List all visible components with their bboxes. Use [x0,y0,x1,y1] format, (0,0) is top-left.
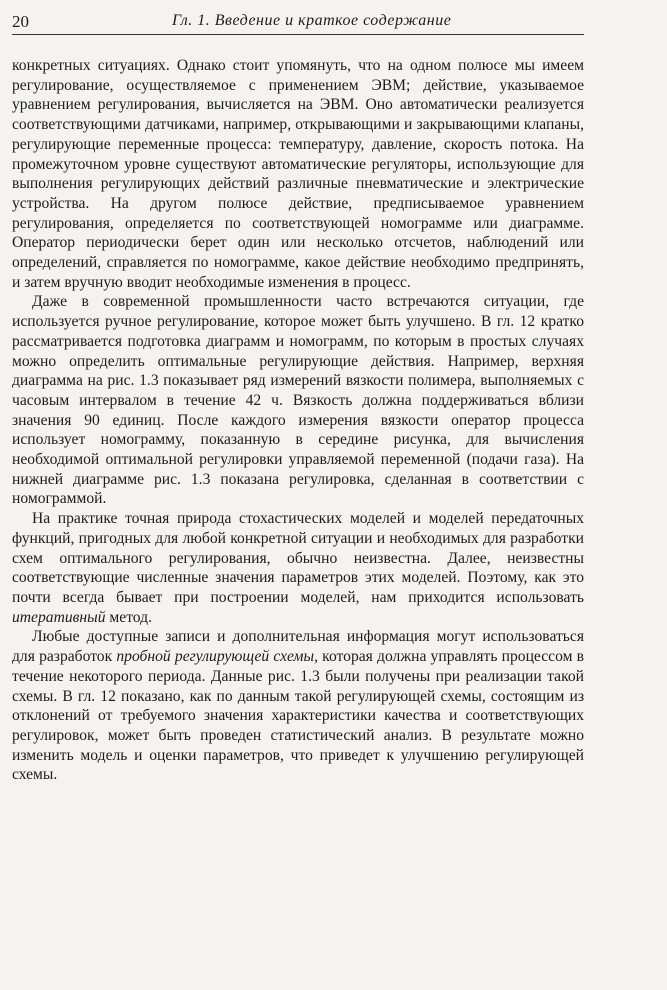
paragraph-4-text: Любые доступные записи и дополнительная информация могут использоваться для разработок [12,628,584,666]
header-rule [12,34,584,35]
paragraph-3-text-end: метод. [105,608,152,626]
running-head [12,8,584,34]
paragraph-2: Даже в современной промышленности часто встречаются ситуации, где используется ручное регулирование, которое может быть улучшено. В гл. 12 кратко рассматривается подготовка диаграмм и номограмм, по которым в простых случаях можно определить оптимальные регулирующие действия. Например, верхняя диаграмма на рис. 1.3 показывает ряд измерений вязкости полимера, выполняемых с часовым интервалом в течение 42 ч. Вязкость должна поддерживаться вблизи значения 90 единиц. После каждого измерения вязкости оператор процесса использует номограмму, показанную в середине рисунка, для вычисления необходимой оптимальной регулировки управляемой переменной (подачи газа). На нижней диаграмме рис. 1.3 показана регулировка, сделанная в соответствии с номограммой. [12,293,584,508]
page-number: 20 [12,12,29,31]
paragraph-4-text-end: , которая должна управлять процессом в течение некоторого периода. Данные рис. 1.3 были получены при реализации такой схемы. В гл. 12 показано, как по данным такой регулирующей схемы, состоящим из отклонений от требуемого значения характеристики качества и соответствующих регулировок, может быть проведен статистический анализ. В результате можно изменить модель и оценки параметров, что приведет к улучшению регулирующей схемы. [12,648,584,784]
paragraph-3-italic-term: итеративный [12,608,106,626]
paragraph-1: конкретных ситуациях. Однако стоит упомянуть, что на одном полюсе мы имеем регулирование, осуществляемое с применением ЭВМ; действие, указываемое уравнением регулирования, вычисляется на ЭВМ. Оно автоматически реализуется соответствующими датчиками, например, открывающими и закрывающими клапаны, регулирующие переменные процесса: температуру, давление, скорость потока. На промежуточном уровне существуют автоматические регуляторы, использующие для выполнения регулирующих действий различные пневматические и электрические устройства. На другом полюсе действие, предписываемое уравнением регулирования, определяется по соответствующей номограмме или диаграмме. Оператор периодически берет один или несколько отсчетов, наблюдений или определений, справляется по номограмме, какое действие необходимо предпринять, и затем вручную вводит необходимые изменения в процесс. [12,57,584,291]
chapter-title: Гл. 1. Введение и краткое содержание [172,12,452,29]
paragraph-4 [12,627,584,785]
text-body [12,56,584,785]
paragraph-3 [12,509,584,627]
paragraph-4-italic-term: пробной регулирующей схемы [116,648,315,666]
paragraph-3-text: На практике точная природа стохастических моделей и моделей передаточных функций, пригодных для любой конкретной ситуации и необходимых для разработки схем оптимального регулирования, обычно неизвестна. Далее, неизвестны соответствующие численные значения параметров этих моделей. Поэтому, как это почти всегда бывает при построении моделей, нам приходится использовать [12,510,584,606]
